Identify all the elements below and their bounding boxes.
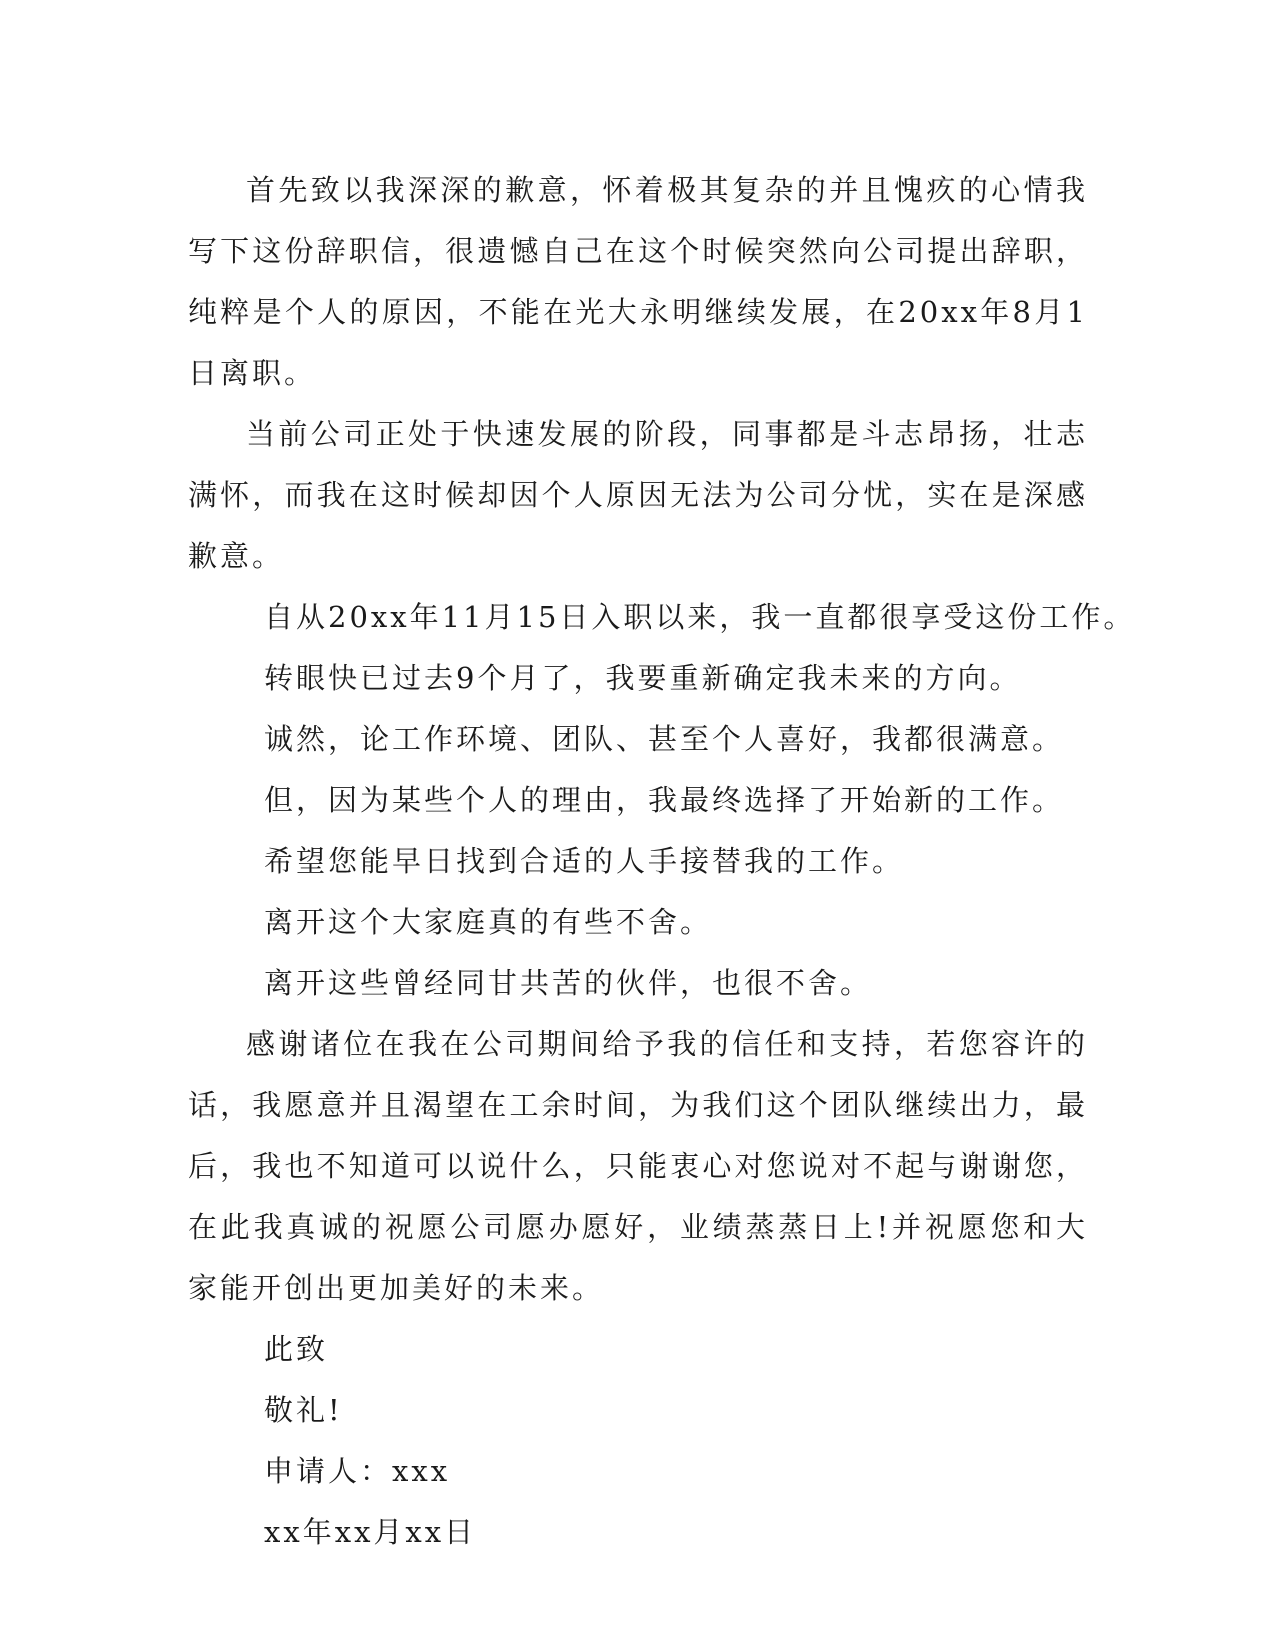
paragraph-company-status: 当前公司正处于快速发展的阶段，同事都是斗志昂扬，壮志满怀，而我在这时候却因个人原因无法为公司分忧，实在是深感歉意。 [188,417,1088,573]
paragraph-apology: 首先致以我深深的歉意，怀着极其复杂的并且愧疚的心情我写下这份辞职信，很遗憾自己在这个时候突然向公司提出辞职，纯粹是个人的原因，不能在光大永明继续发展，在20xx年8月1日离职。 [188,173,1088,390]
line-family: 离开这个大家庭真的有些不舍。 [264,905,713,939]
line-satisfaction: 诚然，论工作环境、团队、甚至个人喜好，我都很满意。 [264,722,1065,756]
line-partners: 离开这些曾经同甘共苦的伙伴，也很不舍。 [264,966,873,1000]
applicant-signature: 申请人：xxx [264,1454,451,1488]
closing-regards: 敬礼! [264,1393,343,1427]
line-reason: 但，因为某些个人的理由，我最终选择了开始新的工作。 [264,783,1065,817]
line-start-date: 自从20xx年11月15日入职以来，我一直都很享受这份工作。 [264,600,1136,634]
letter-date: xx年xx月xx日 [264,1515,477,1549]
line-direction: 转眼快已过去9个月了，我要重新确定我未来的方向。 [264,661,1022,695]
closing-salutation: 此致 [264,1332,329,1366]
line-replacement: 希望您能早日找到合适的人手接替我的工作。 [264,844,905,878]
letter-body [188,160,1136,1563]
paragraph-thanks: 感谢诸位在我在公司期间给予我的信任和支持，若您容许的话，我愿意并且渴望在工余时间，为我们这个团队继续出力，最后，我也不知道可以说什么，只能衷心对您说对不起与谢谢您，在此我真诚的祝愿公司愿办愿好，业绩蒸蒸日上!并祝愿您和大家能开创出更加美好的未来。 [188,1027,1088,1305]
